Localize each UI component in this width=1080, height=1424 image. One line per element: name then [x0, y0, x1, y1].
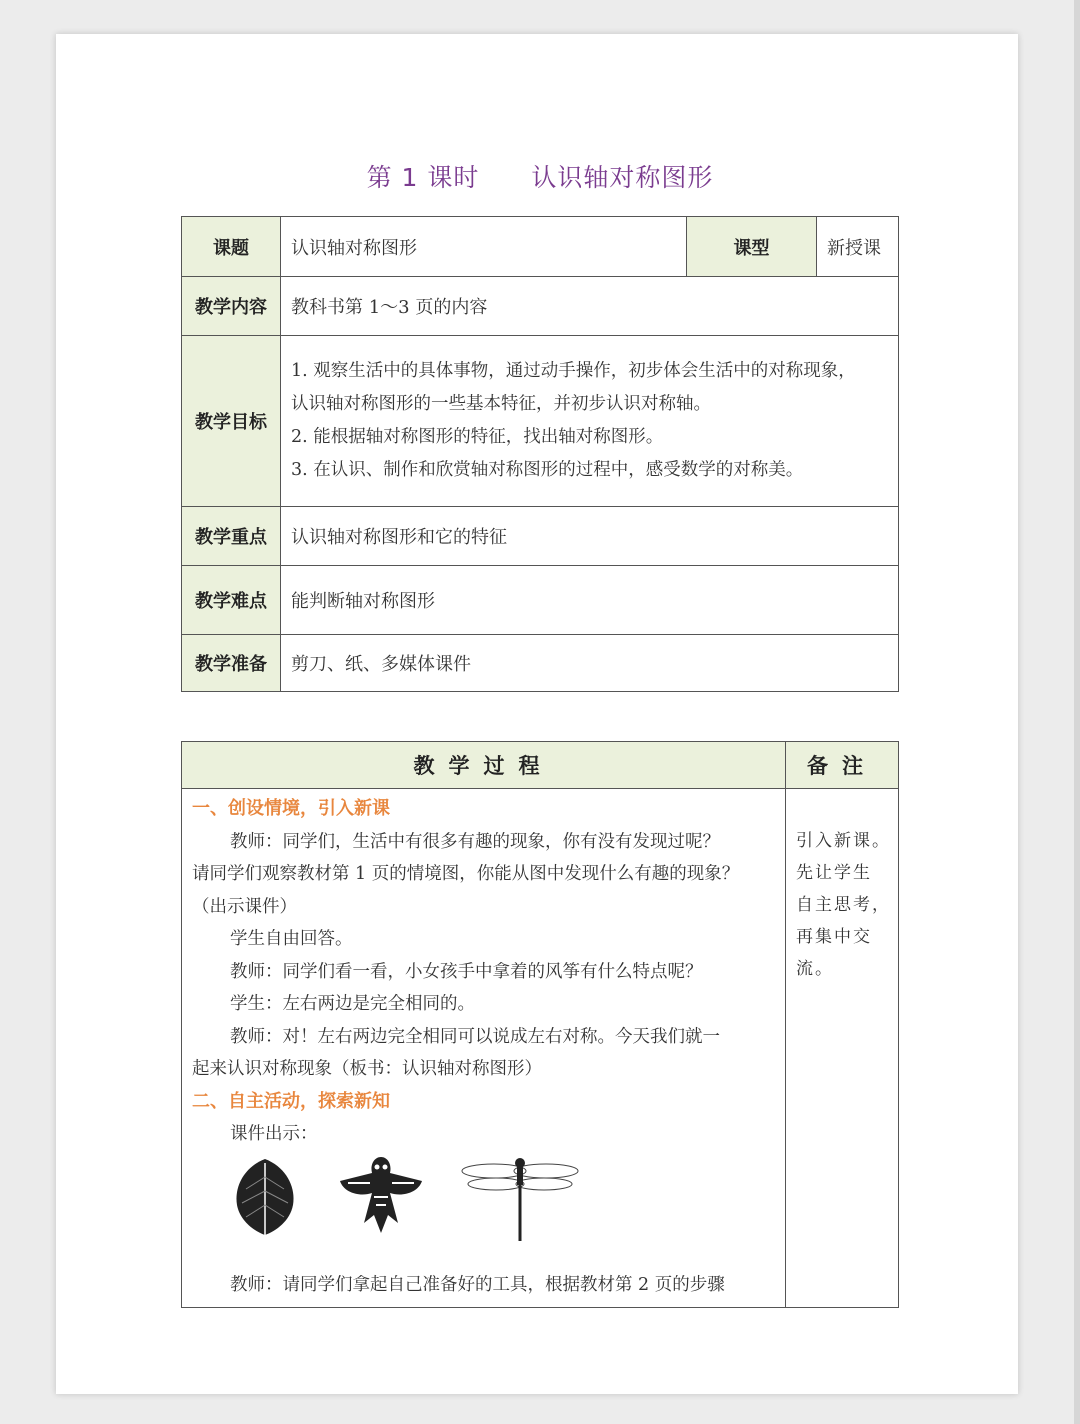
- paragraph-line: （出示课件）: [192, 896, 297, 917]
- note-line: 先让学生: [796, 863, 872, 883]
- table-row: [182, 336, 899, 507]
- lesson-number: 第 1 课时: [366, 163, 480, 192]
- prep-label: 教学准备: [182, 635, 281, 692]
- lesson-info-table: [181, 216, 899, 692]
- process-header: 教学过程: [182, 742, 786, 789]
- paragraph-line: 教师：请同学们拿起自己准备好的工具，根据教材第 2 页的步骤: [230, 1274, 725, 1295]
- paragraph-line: 学生自由回答。: [230, 929, 353, 949]
- content-value: 教科书第 1～3 页的内容: [281, 277, 899, 336]
- paragraph-line: 学生：左右两边是完全相同的。: [230, 994, 475, 1014]
- paragraph-line: 课件出示：: [230, 1124, 318, 1144]
- table-row: [182, 635, 899, 692]
- lesson-topic: 认识轴对称图形: [531, 163, 714, 192]
- scrollbar-track[interactable]: [1074, 0, 1080, 1424]
- key-label: 教学重点: [182, 507, 281, 566]
- goal-line: 2. 能根据轴对称图形的特征，找出轴对称图形。: [291, 427, 664, 447]
- type-label: 课型: [687, 217, 817, 277]
- note-line: 引入新课。: [796, 831, 891, 851]
- type-value: 新授课: [817, 217, 899, 277]
- section-heading: 一、创设情境，引入新课: [192, 798, 390, 819]
- paragraph-line: 教师：同学们看一看，小女孩手中拿着的风筝有什么特点呢？: [230, 961, 703, 982]
- goal-line: 1. 观察生活中的具体事物，通过动手操作，初步体会生活中的对称现象，: [291, 361, 856, 381]
- note-line: 流。: [796, 959, 834, 979]
- notes-header: 备注: [786, 742, 899, 789]
- difficulty-value: 能判断轴对称图形: [281, 566, 899, 635]
- goals-label: 教学目标: [182, 336, 281, 507]
- paragraph-line: 请同学们观察教材第 1 页的情境图，你能从图中发现什么有趣的现象？: [192, 864, 740, 884]
- paragraph-line: 起来认识对称现象（板书：认识轴对称图形）: [192, 1059, 542, 1079]
- table-row: [182, 789, 899, 1308]
- notes-cell: [786, 789, 899, 1308]
- goal-line: 认识轴对称图形的一些基本特征，并初步认识对称轴。: [291, 394, 711, 414]
- kite-image: [334, 1153, 428, 1237]
- content-label: 教学内容: [182, 277, 281, 336]
- table-row: [182, 507, 899, 566]
- topic-label: 课题: [182, 217, 281, 277]
- topic-value: 认识轴对称图形: [281, 217, 687, 277]
- process-body: [182, 789, 786, 1308]
- difficulty-label: 教学难点: [182, 566, 281, 635]
- table-row: [182, 277, 899, 336]
- page-title: [0, 158, 1080, 194]
- prep-value: 剪刀、纸、多媒体课件: [281, 635, 899, 692]
- paragraph-line: 教师：对！左右两边完全相同可以说成左右对称。今天我们就一: [230, 1026, 720, 1047]
- dragonfly-image: [460, 1151, 580, 1243]
- note-line: 再集中交: [796, 927, 872, 947]
- courseware-images: [192, 1151, 777, 1269]
- note-line: 自主思考，: [796, 895, 891, 915]
- section-heading: 二、自主活动，探索新知: [192, 1090, 390, 1112]
- table-row: [182, 217, 899, 277]
- goals-value: [281, 336, 899, 507]
- paragraph-line: 教师：同学们，生活中有很多有趣的现象，你有没有发现过呢？: [230, 831, 720, 852]
- goal-line: 3. 在认识、制作和欣赏轴对称图形的过程中，感受数学的对称美。: [291, 460, 804, 480]
- leaf-image: [232, 1157, 298, 1243]
- table-row: [182, 566, 899, 635]
- teaching-process-table: [181, 741, 899, 1308]
- key-value: 认识轴对称图形和它的特征: [281, 507, 899, 566]
- table-header-row: [182, 742, 899, 789]
